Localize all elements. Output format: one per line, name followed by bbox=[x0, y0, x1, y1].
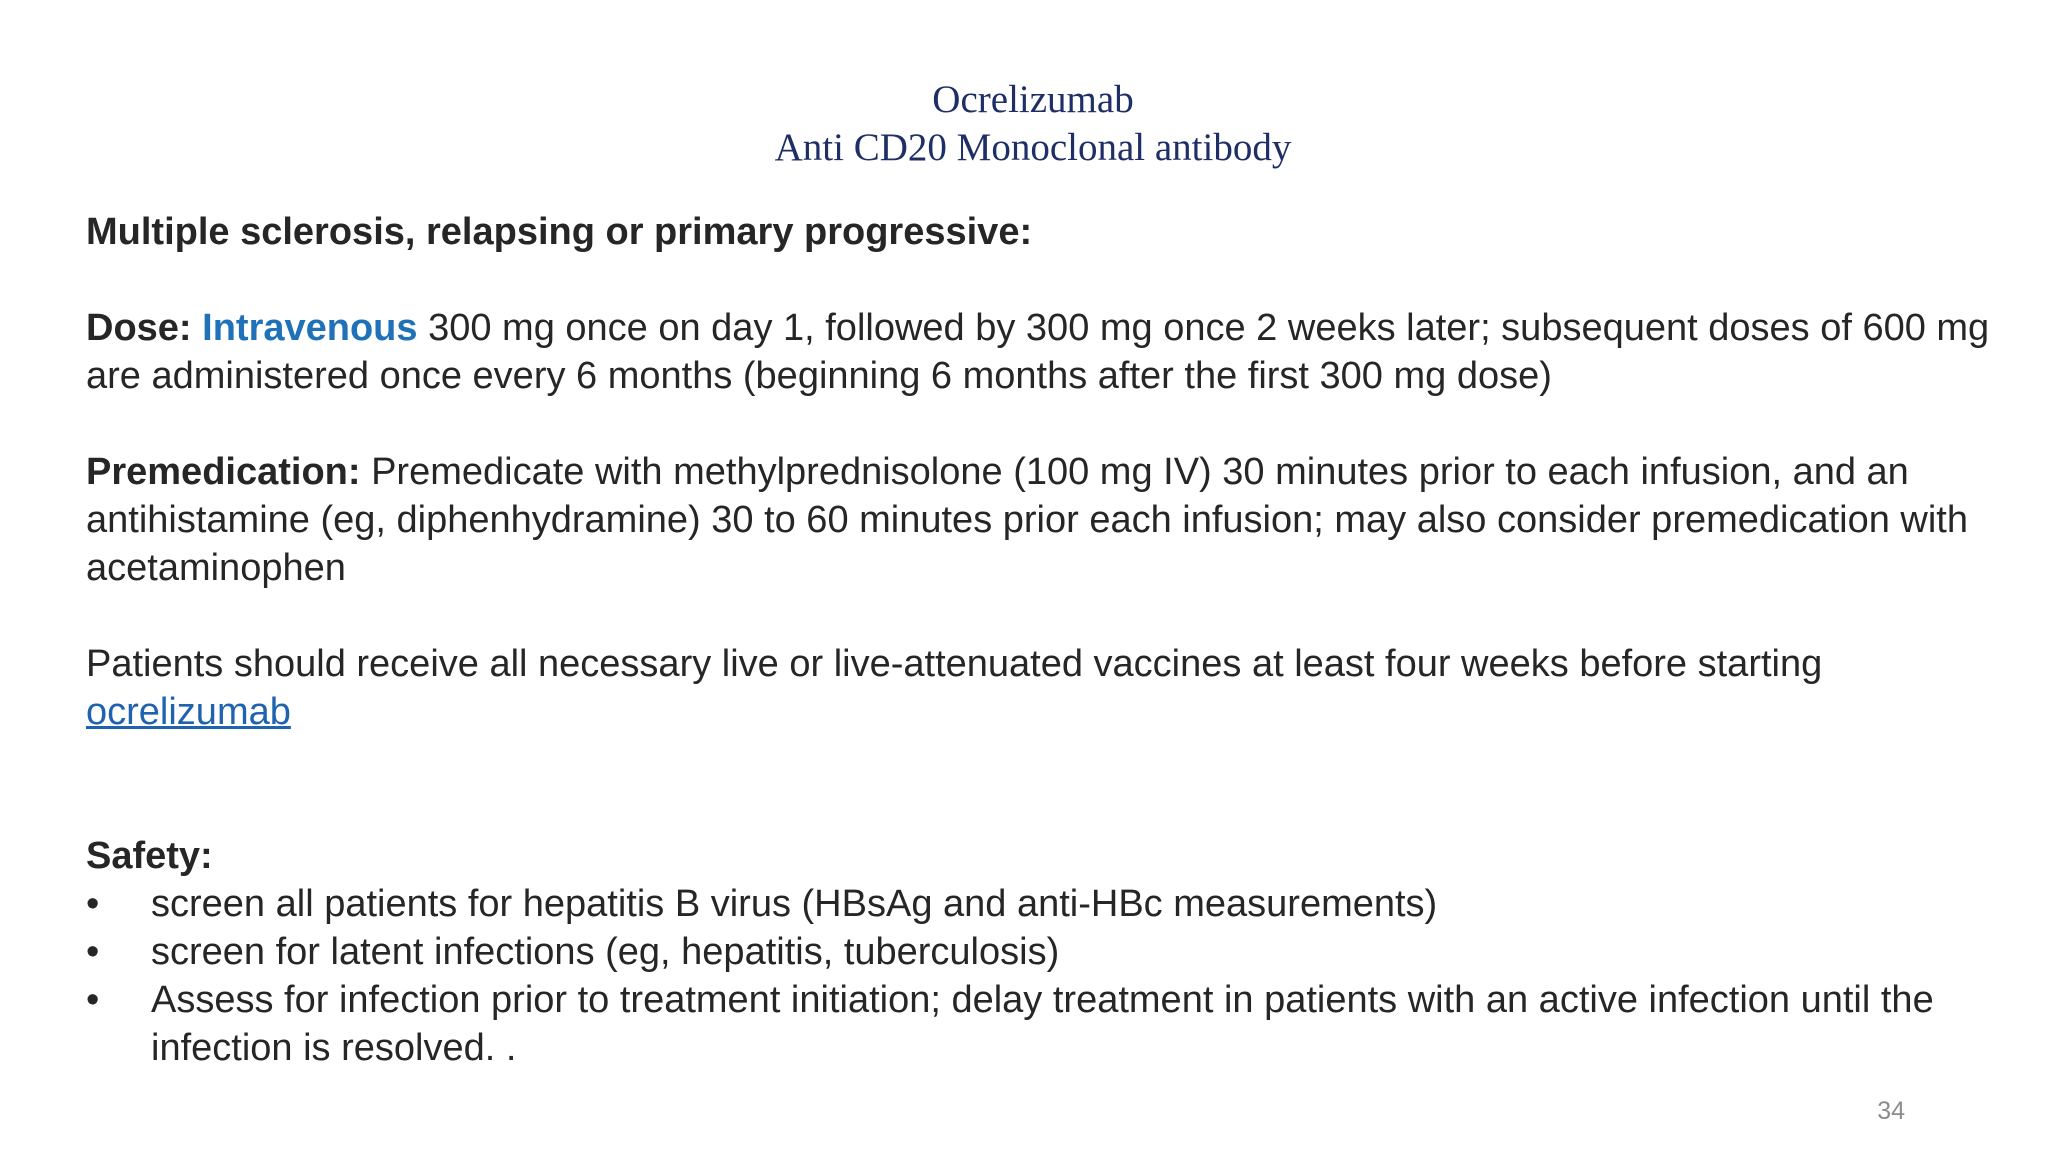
safety-item-text: screen all patients for hepatitis B virus (HBsAg and anti-HBc measurements) bbox=[151, 883, 1438, 925]
slide-title bbox=[0, 76, 2048, 172]
bullet-icon: • bbox=[86, 883, 100, 925]
dose-paragraph bbox=[86, 304, 2006, 400]
spacer bbox=[86, 256, 2006, 304]
safety-item-text: Assess for infection prior to treatment initiation; delay treatment in patients with an active infection until the infection is resolved. . bbox=[151, 979, 1934, 1069]
premedication-text: Premedicate with methylprednisolone (100 mg IV) 30 minutes prior to each infusion, and an antihistamine (eg, diphenhydramine) 30 to 60 minutes prior each infusion; may also consider premedication with acetaminophen bbox=[86, 451, 1969, 589]
vaccines-paragraph bbox=[86, 640, 2006, 736]
dose-text: 300 mg once on day 1, followed by 300 mg once 2 weeks later; subsequent doses of 600 mg are administered once every 6 months (beginning 6 months after the first 300 mg dose) bbox=[86, 307, 1990, 397]
spacer bbox=[86, 400, 2006, 448]
indication-heading: Multiple sclerosis, relapsing or primary progressive: bbox=[86, 211, 1033, 253]
safety-heading: Safety: bbox=[86, 835, 213, 877]
premedication-label: Premedication: bbox=[86, 451, 361, 493]
page-number: 34 bbox=[1877, 1097, 1905, 1125]
ocrelizumab-link[interactable]: ocrelizumab bbox=[86, 691, 291, 733]
list-item bbox=[86, 976, 2006, 1072]
slide-body bbox=[86, 208, 2006, 1072]
safety-list bbox=[86, 880, 2006, 1072]
spacer bbox=[86, 736, 2006, 832]
safety-item-text: screen for latent infections (eg, hepatitis, tuberculosis) bbox=[151, 931, 1060, 973]
title-drug-class: Anti CD20 Monoclonal antibody bbox=[774, 126, 1292, 169]
list-item bbox=[86, 880, 2006, 928]
spacer bbox=[86, 592, 2006, 640]
list-item bbox=[86, 928, 2006, 976]
vaccines-text: Patients should receive all necessary live or live-attenuated vaccines at least four weeks before starting bbox=[86, 643, 1823, 685]
bullet-icon: • bbox=[86, 979, 100, 1021]
bullet-icon: • bbox=[86, 931, 100, 973]
dose-route: Intravenous bbox=[202, 307, 418, 349]
premedication-paragraph bbox=[86, 448, 2006, 592]
dose-label: Dose: bbox=[86, 307, 192, 349]
title-drug-name: Ocrelizumab bbox=[932, 78, 1134, 121]
